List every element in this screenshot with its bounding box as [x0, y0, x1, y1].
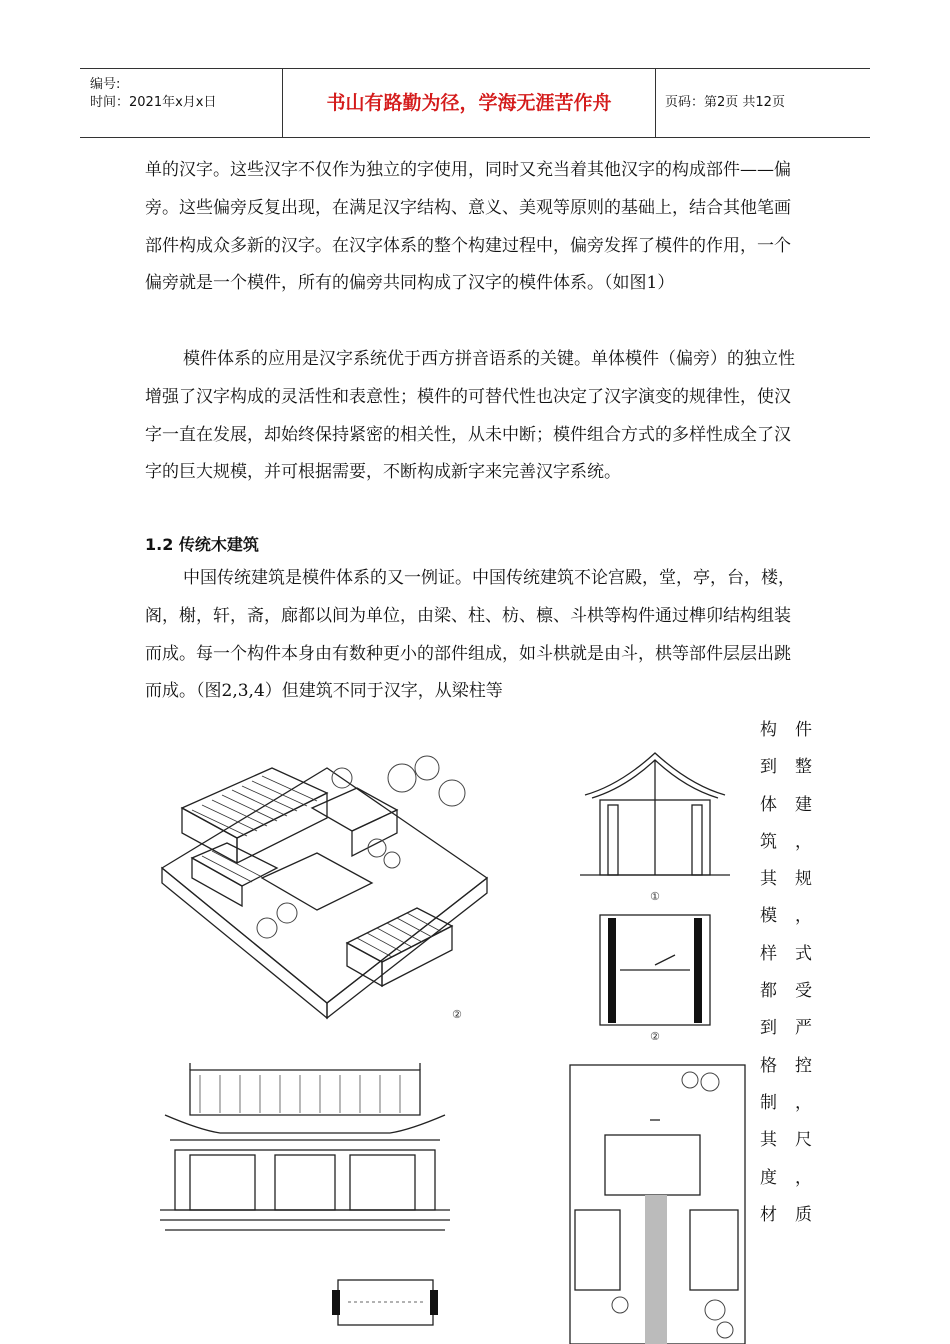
paragraph-3: 中国传统建筑是模件体系的又一例证。中国传统建筑不论宫殿，堂，亭，台，楼，阁，榭，轩，斋，廊都以间为单位，由梁、柱、枋、檩、斗栱等构件通过榫卯结构组装而成。每一个构件本身由有数种更小的部件组成，如斗栱就是由斗，栱等部件层层出跳而成。（图2,3,4）但建筑不同于汉字，从梁柱等 — [145, 568, 795, 702]
side-text-line: 度 ， — [760, 1167, 812, 1188]
side-text-line: 其 规 — [760, 869, 812, 890]
hall-section-figure — [580, 750, 745, 1040]
header-page-info: 页码：第2页 共12页 — [665, 95, 785, 110]
hall-elevation-figure — [160, 1055, 460, 1265]
side-text-line: 样 式 — [760, 943, 812, 964]
side-text-line: 都 受 — [760, 981, 812, 1002]
side-text-line: 材 质 — [760, 1204, 812, 1225]
section-figure-label: ① — [650, 890, 660, 903]
plan-figure-label: ② — [650, 1030, 660, 1040]
side-text-column — [756, 712, 816, 1234]
header-motto: 书山有路勤为径，学海无涯苦作舟 — [283, 69, 656, 137]
number-label: 编号: — [90, 77, 121, 92]
side-text-line: 筑 ， — [760, 831, 812, 852]
courtyard-site-plan-figure — [565, 1060, 750, 1344]
paragraph-1: 单的汉字。这些汉字不仅作为独立的字使用，同时又充当着其他汉字的构成部件——偏旁。这些偏旁反复出现，在满足汉字结构、意义、美观等原则的基础上，结合其他笔画部件构成众多新的汉字。在汉字体系的整个构建过程中，偏旁发挥了模件的作用，一个偏旁就是一个模件，所有的偏旁共同构成了汉字的模件体系。（如图1） — [145, 160, 791, 294]
section-heading: 1.2 传统木建筑 — [145, 535, 259, 554]
hall-small-plan-figure — [318, 1270, 448, 1342]
side-text-line: 其 尺 — [760, 1130, 812, 1151]
side-text-line: 构 件 — [760, 720, 812, 740]
side-text-line: 格 控 — [760, 1055, 812, 1076]
header-meta-cell — [80, 69, 283, 137]
courtyard-isometric-figure — [152, 738, 492, 1028]
date-label: 时间：2021年x月x日 — [90, 95, 217, 110]
side-text-line: 制 ， — [760, 1092, 812, 1113]
side-text-line: 模 ， — [760, 906, 812, 927]
side-text-line: 到 严 — [760, 1018, 812, 1039]
courtyard-figure-label: ② — [452, 1008, 462, 1021]
side-text-line: 体 建 — [760, 794, 812, 815]
page-header — [80, 68, 870, 138]
side-text-line: 到 整 — [760, 757, 812, 778]
paragraph-2: 模件体系的应用是汉字系统优于西方拼音语系的关键。单体模件（偏旁）的独立性增强了汉字构成的灵活性和表意性；模件的可替代性也决定了汉字演变的规律性，使汉字一直在发展，却始终保持紧密的相关性，从未中断；模件组合方式的多样性成全了汉字的巨大规模，并可根据需要，不断构成新字来完善汉字系统。 — [145, 349, 795, 483]
